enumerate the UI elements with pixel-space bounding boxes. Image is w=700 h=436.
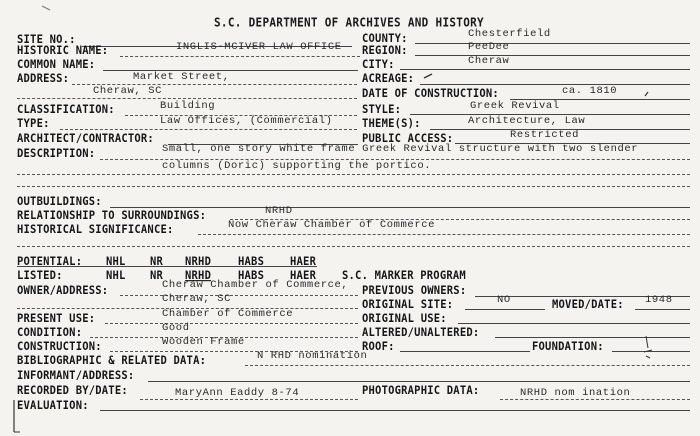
city-label: CITY: — [362, 57, 395, 72]
original-site-label: ORIGINAL SITE: — [362, 297, 454, 312]
owner-line2: Cheraw, SC — [162, 293, 232, 305]
historical-significance-label: HISTORICAL SIGNIFICANCE: — [17, 222, 174, 237]
present-use-value: Chamber of Commerce — [162, 308, 294, 320]
potential-label: POTENTIAL: — [17, 254, 83, 269]
roof-label: ROOF: — [362, 339, 395, 354]
themes-label: THEME(S): — [362, 116, 421, 131]
potential-nrhd: NRHD — [185, 254, 212, 269]
address-line2: Cheraw, SC — [93, 85, 163, 97]
recorded-by-value: MaryAnn Eaddy 8-74 — [175, 387, 300, 399]
historic-name-label: HISTORIC NAME: — [17, 43, 109, 58]
construction-value: Wooden Frame — [162, 336, 245, 348]
county-label: COUNTY: — [362, 31, 408, 46]
description-line2: columns (Doric) supporting the portico. — [162, 160, 432, 172]
listed-nhl: NHL — [106, 268, 126, 283]
potential-nhl: NHL — [106, 254, 126, 269]
owner-address-label: OWNER/ADDRESS: — [17, 283, 109, 298]
address-label: ADDRESS: — [17, 71, 70, 86]
architect-label: ARCHITECT/CONTRACTOR: — [17, 131, 154, 146]
moved-date-value: 1948 — [645, 294, 673, 306]
listed-haer: HAER — [290, 268, 317, 283]
themes-value: Architecture, Law — [468, 115, 586, 127]
style-label: STYLE: — [362, 102, 402, 117]
style-value: Greek Revival — [470, 100, 560, 112]
evaluation-label: EVALUATION: — [17, 398, 89, 413]
altered-label: ALTERED/UNALTERED: — [362, 325, 480, 340]
listed-label: LISTED: — [17, 268, 63, 283]
informant-label: INFORMANT/ADDRESS: — [17, 368, 135, 383]
construction-label: CONSTRUCTION: — [17, 339, 102, 354]
type-value: Law Offices, (Commercial) — [160, 115, 333, 127]
marker-program-label: S.C. MARKER PROGRAM — [342, 268, 466, 283]
acreage-label: ACREAGE: — [362, 71, 415, 86]
historic-name-value: INGLIS-MCIVER LAW OFFICE — [176, 41, 342, 53]
condition-label: CONDITION: — [17, 325, 83, 340]
moved-date-label: MOVED/DATE: — [552, 297, 624, 312]
present-use-label: PRESENT USE: — [17, 311, 96, 326]
address-line1: Market Street, — [133, 71, 230, 83]
historical-significance-value: Now Cheraw Chamber of Commerce — [228, 219, 436, 231]
classification-label: CLASSIFICATION: — [17, 102, 115, 117]
potential-haer: HAER — [290, 254, 317, 269]
listed-nr: NR — [150, 268, 164, 283]
date-construction-value: ca. 1810 — [562, 85, 618, 97]
previous-owners-label: PREVIOUS OWNERS: — [362, 283, 467, 298]
county-value: Chesterfield — [468, 28, 551, 40]
city-value: Cheraw — [468, 55, 510, 67]
type-label: TYPE: — [17, 116, 50, 131]
relationship-label: RELATIONSHIP TO SURROUNDINGS: — [17, 208, 207, 223]
bibliographic-value: N RHD nomination — [257, 350, 368, 362]
recorded-by-label: RECORDED BY/DATE: — [17, 383, 128, 398]
public-access-value: Restricted — [510, 129, 580, 141]
original-use-label: ORIGINAL USE: — [362, 311, 447, 326]
site-no-label: SITE NO.: — [17, 32, 76, 47]
description-line1: Small, one story white frame Greek Revival structure with two slender — [162, 143, 639, 155]
potential-habs: HABS — [238, 254, 265, 269]
relationship-value: NRHD — [265, 205, 293, 217]
potential-nr: NR — [150, 254, 164, 269]
foundation-label: FOUNDATION: — [532, 339, 604, 354]
owner-line1: Cheraw Chamber of Commerce, — [162, 279, 349, 291]
listed-nrhd-underlined: NRHD — [185, 268, 212, 283]
outbuildings-label: OUTBUILDINGS: — [17, 194, 102, 209]
photographic-value: NRHD nom ination — [520, 387, 631, 399]
page-title: S.C. DEPARTMENT OF ARCHIVES AND HISTORY — [214, 14, 484, 30]
description-label: DESCRIPTION: — [17, 146, 96, 161]
bibliographic-label: BIBLIOGRAPHIC & RELATED DATA: — [17, 353, 207, 368]
condition-value: Good — [162, 322, 190, 334]
region-value: PeeDee — [468, 41, 510, 53]
photographic-label: PHOTOGRAPHIC DATA: — [362, 383, 480, 398]
date-construction-label: DATE OF CONSTRUCTION: — [362, 86, 499, 101]
common-name-label: COMMON NAME: — [17, 57, 96, 72]
listed-habs: HABS — [238, 268, 265, 283]
region-label: REGION: — [362, 43, 408, 58]
public-access-label: PUBLIC ACCESS: — [362, 131, 454, 146]
classification-value: Building — [160, 100, 216, 112]
original-site-value: NO — [497, 294, 511, 306]
